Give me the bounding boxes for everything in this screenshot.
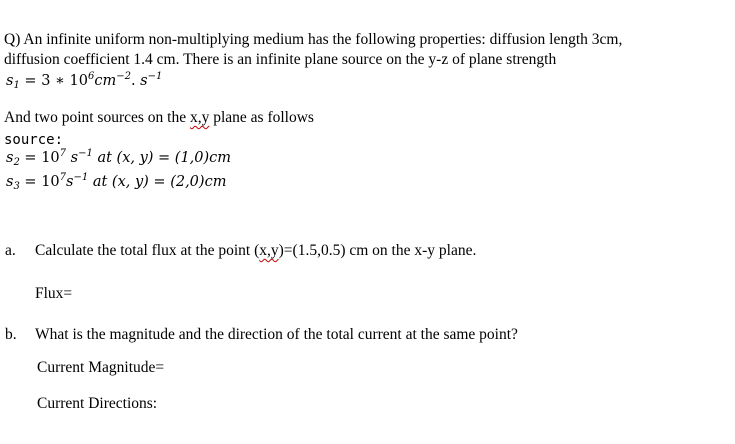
s1-unit-exponent: −2 [116,71,131,82]
s1-subscript: 1 [13,80,20,91]
s1-unit2-exponent: −1 [147,71,163,82]
question-line-2: diffusion coefficient 1.4 cm. There is an infinite plane source on the y-z of plane strength [4,51,557,68]
flux-label: Flux= [35,285,73,302]
s3-equals: = 10 [19,174,60,190]
s3-symbol: s [6,174,14,190]
source-s3-equation [6,174,226,190]
point-sources-intro [4,108,314,128]
s2-location: at (x, y) = (1,0)cm [92,150,232,166]
s2-subscript: 2 [13,157,20,168]
s2-unit-exponent: −1 [78,148,93,159]
intro-xy: x,y [189,109,210,126]
part-a-text-before: Calculate the total flux at the point ( [35,242,260,259]
s1-exponent: 6 [87,71,95,82]
s3-subscript: 3 [13,181,20,192]
s3-location: at (x, y) = (2,0)cm [88,174,227,190]
source-s2-equation [6,150,231,166]
s1-separator: . [130,73,141,89]
part-a-xy: x,y [259,242,279,259]
s1-unit: cm [94,73,117,89]
s1-unit2: s [140,73,148,89]
part-b-marker: b. [5,326,17,343]
source-label: source: [4,132,64,148]
s2-equals: = 10 [19,150,60,166]
intro-text-after: plane as follows [209,109,314,126]
s3-unit-exponent: −1 [73,172,89,183]
s1-equals: = 3 ∗ 10 [19,73,88,89]
source-s1-equation [6,73,162,89]
part-a-text-after: )=(1.5,0.5) cm on the x-y plane. [278,242,477,259]
current-directions-label: Current Directions: [37,395,158,412]
part-a-question [35,241,476,261]
question-line-1: Q) An infinite uniform non-multiplying medium has the following properties: diffusion length 3cm, [4,31,623,48]
s2-symbol: s [6,150,14,166]
s3-exponent: 7 [59,172,67,183]
s2-exponent: 7 [59,148,67,159]
intro-text-before: And two point sources on the [4,109,190,126]
s2-unit: s [66,150,79,166]
current-magnitude-label: Current Magnitude= [37,359,165,376]
s3-unit: s [66,174,74,190]
part-b-question: What is the magnitude and the direction of the total current at the same point? [35,326,518,343]
s1-symbol: s [6,73,14,89]
part-a-marker: a. [5,242,16,259]
